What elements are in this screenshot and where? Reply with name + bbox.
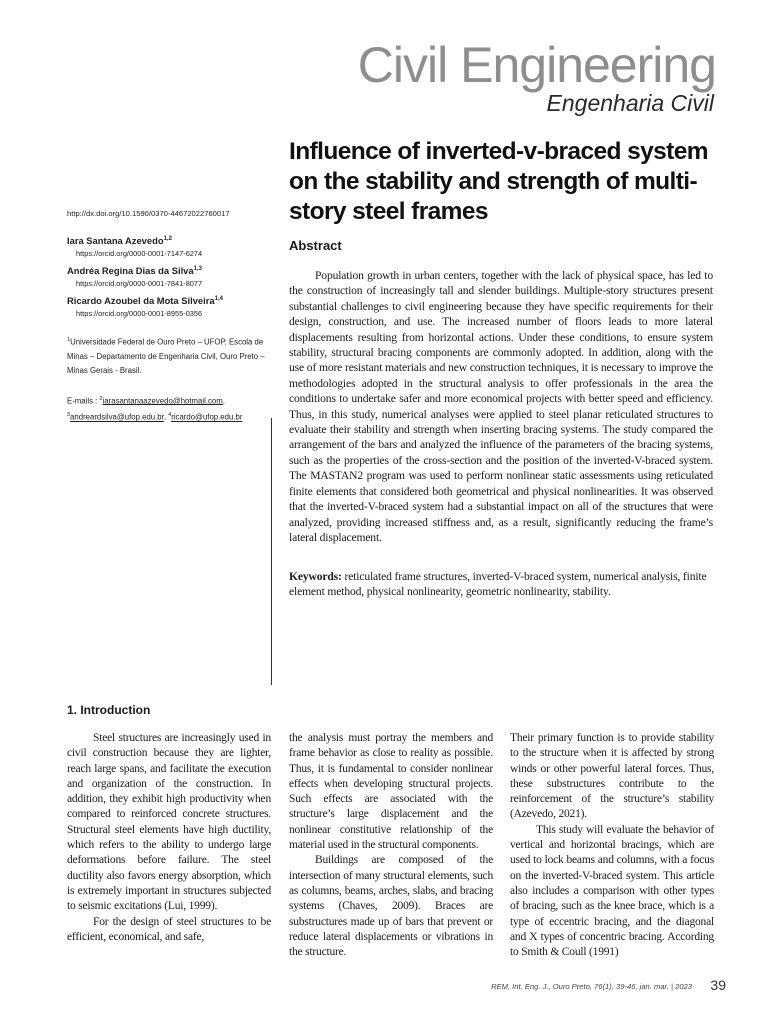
paragraph: For the design of steel structures to be efficient, economical, and safe,	[67, 915, 271, 943]
paragraph: This study will evaluate the behavior of vertical and horizontal bracings, which are used to lock beams and columns, with a focus on the inverted-V-braced system. This article also includes a comparison with other types of bracing, such as the knee brace, which is a type of eccentric bracing, and the diagonal and X types of concentric bracing. According to Smith & Coull (1991)	[510, 823, 714, 959]
column-divider	[271, 418, 272, 685]
author-name: Ricardo Azoubel da Mota Silveira$^{1,4}$	[67, 295, 223, 306]
journal-title: Civil Engineering	[357, 37, 716, 93]
paragraph: the analysis must portray the members and frame behavior as close to reality as possible. Thus, it is fundamental to consider nonlinear effects when developing structural projects. Such effects are associated with the structure’s large displacement and the nonlinear constitutive relationship of the material used in the structural components.	[289, 732, 493, 852]
body-column	[289, 731, 493, 960]
abstract-body: Population growth in urban centers, together with the lack of physical space, has led to the construction of increasingly tall and slender buildings. Multiple-story structures present substantial challenges to civil engineering because they have specific requirements for their design, construction, and use. The increased number of floors leads to more lateral displacements resulting from horizontal actions. Under these conditions, to ensure system stability, structural bracing components are commonly adopted. In addition, along with the use of more resistant materials and new construction techniques, it is necessary to improve the methodologies adopted in the structural analysis to offer professionals in the area the conditions to undertake safer and more economical projects with better speed and efficiency. Thus, in this study, numerical analyses were applied to steel planar reticulated structures to evaluate their stability and strength when inserting bracing systems. The study compared the arrangement of the bars and analyzed the influence of the parameters of the bracing systems, such as the properties of the cross-section and the position of the inverted-V-braced system. The MASTAN2 program was used to perform nonlinear static assessments using reticulated finite elements that considered both geometrical and physical nonlinearities. It was observed that the inverted-V-braced system had a substantial impact on all of the structures that were analyzed, providing increased stiffness and, as a result, significantly reducing the frame’s lateral displacement.	[289, 269, 713, 544]
paragraph: Steel structures are increasingly used in civil construction because they are lighter, reach large spans, and facilitate the execution and organization of the construction. In addition, they exhibit high productivity when compared to reinforced concrete structures. Structural steel elements have high ductility, which refers to the ability to undergo large deformations before failure. The steel ductility also favors energy absorption, which is extremely important in structures subjected to seismic excitations (Lui, 1999).	[67, 732, 271, 913]
emails-label: E-mails :	[67, 396, 100, 406]
affiliation: $^1$Universidade Federal de Ouro Preto – UFOP, Escola de Minas – Departamento de Engenharia Civil, Ouro Preto – Minas Gerais - Brasil.	[67, 337, 265, 375]
footer-citation: REM, Int. Eng. J., Ouro Preto, 76(1), 39-46, jan. mar. | 2023	[491, 982, 692, 991]
orcid-link[interactable]: https://orcid.org/0000-0001-7147-6274	[76, 249, 203, 258]
paragraph: Buildings are composed of the intersection of many structural elements, such as columns, beams, arches, slabs, and bracing systems (Chaves, 2009). Braces are substructures made up of bars that prevent or reduce lateral displacements or vibrations in the structure.	[289, 854, 493, 959]
email-link[interactable]: ricardo@ufop.edu.br	[171, 412, 243, 422]
orcid-link[interactable]: https://orcid.org/0000-0001-8955-0356	[76, 309, 203, 318]
article-sidebar	[67, 209, 277, 425]
doi-link[interactable]: http://dx.doi.org/10.1590/0370-44672022760017	[67, 209, 230, 218]
page-number: 39	[710, 977, 726, 993]
author-name: Iara Santana Azevedo$^{1,2}$	[67, 235, 172, 246]
orcid-link[interactable]: https://orcid.org/0000-0001-7841-8077	[76, 279, 203, 288]
author-emails: E-mails : $^2$iarasantanaazevedo@hotmail.com, $^3$andreardsilva@ufop.edu.br, $^4$ricardo@ufop.edu.br	[67, 395, 243, 422]
abstract-heading: Abstract	[289, 238, 342, 253]
keywords: Keywords: reticulated frame structures, inverted-V-braced system, numerical analysis, finite element method, physical nonlinearity, geometric nonlinearity, stability.	[289, 570, 707, 599]
email-link[interactable]: iarasantanaazevedo@hotmail.com	[102, 396, 223, 406]
email-link[interactable]: andreardsilva@ufop.edu.br	[70, 412, 164, 422]
body-column	[510, 731, 714, 960]
journal-subtitle: Engenharia Civil	[546, 90, 714, 116]
article-title: Influence of inverted-v-braced system on the stability and strength of multi-story steel frames	[289, 138, 708, 225]
introduction-heading: 1. Introduction	[67, 703, 151, 717]
paragraph: Their primary function is to provide stability to the structure when it is affected by strong winds or other powerful lateral forces. Thus, these substructures contribute to the reinforcement of the structure’s stability (Azevedo, 2021).	[510, 732, 714, 821]
author-name: Andréa Regina Dias da Silva$^{1,3}$	[67, 265, 202, 276]
body-column	[67, 731, 271, 945]
